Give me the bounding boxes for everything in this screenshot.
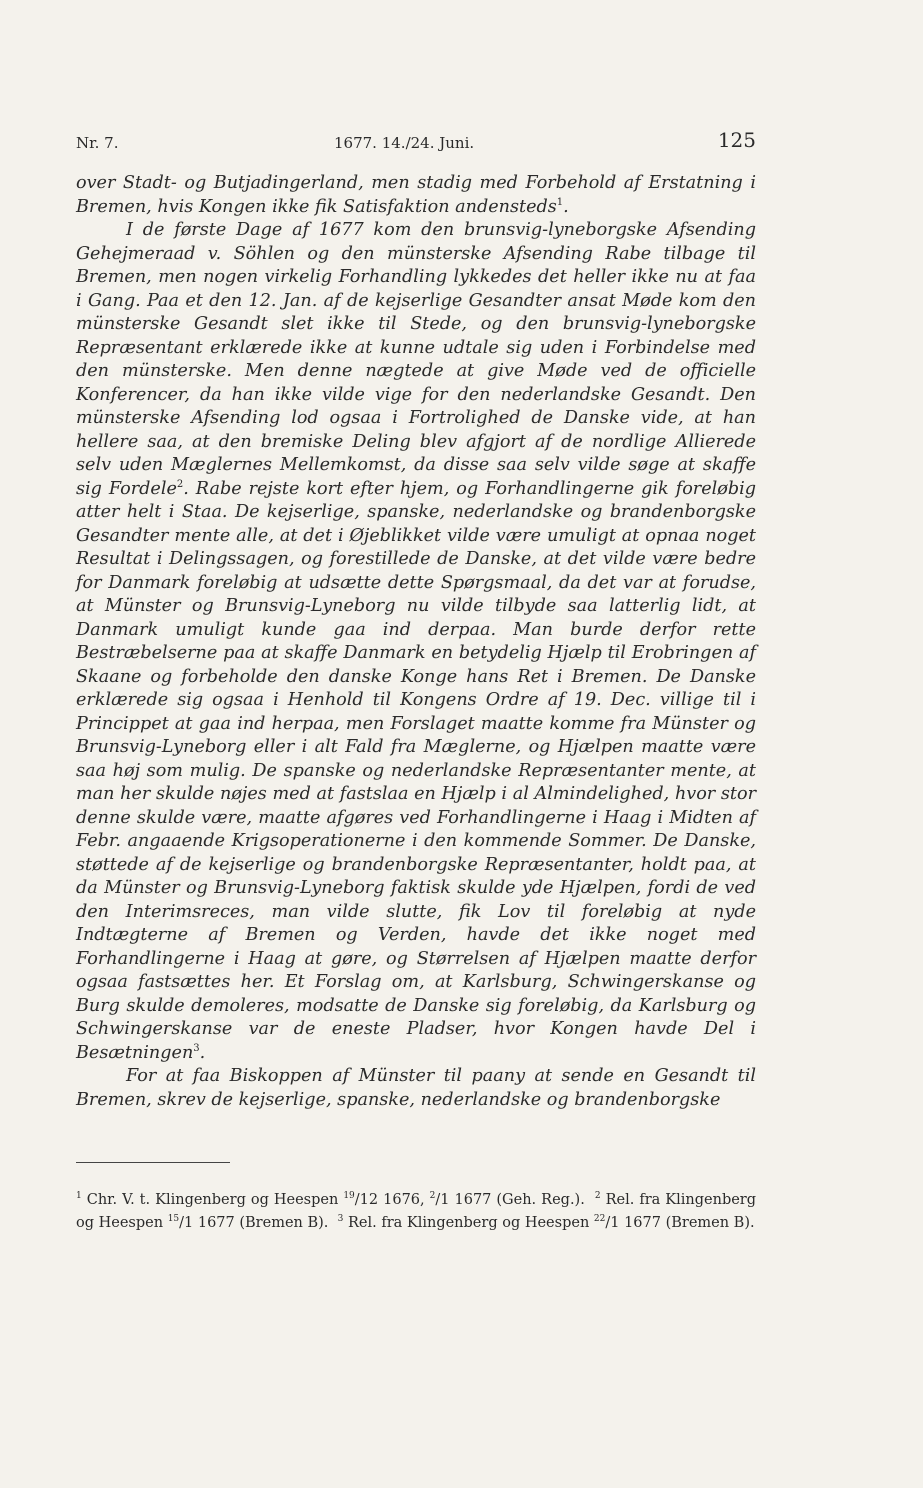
header-date: 1677. 14./24. Juni. [334, 134, 475, 152]
paragraph-2: I de første Dage af 1677 kom den brunsvig-lyneborgske Afsending Gehejmeraad v. Söhlen og den münsterske Afsending Rabe tilbage til Bremen, men nogen virkelig Forhandling lykkedes det heller ikke nu at faa i Gang. Paa et den 12. Jan. af de kejserlige Gesandter ansat Møde kom den münsterske Gesandt slet ikke til Stede, og den brunsvig-lyneborgske Repræsentant erklærede ikke at kunne udtale sig uden i Forbindelse med den münsterske. Men denne nægtede at give Møde ved de officielle Konferencer, da han ikke vilde vige for den nederlandske Gesandt. Den münsterske Afsending lod ogsaa i Fortrolighed de Danske vide, at han hellere saa, at den bremiske Deling blev afgjort af de nordlige Allierede selv uden Mæglernes Mellemkomst, da disse saa selv vilde søge at skaffe sig Fordele$^2$. Rabe rejste kort efter hjem, og Forhandlingerne gik foreløbig atter helt i Staa. De kejserlige, spanske, nederlandske og brandenborgske Gesandter mente alle, at det i Øjeblikket vilde være umuligt at opnaa noget Resultat i Delingssagen, og forestillede de Danske, at det vilde være bedre for Danmark foreløbig at udsætte dette Spørgsmaal, da det var at forudse, at Münster og Brunsvig-Lyneborg nu vilde tilbyde saa latterlig lidt, at Danmark umuligt kunde gaa ind derpaa. Man burde derfor rette Bestræbelserne paa at skaffe Danmark en betydelig Hjælp til Erobringen af Skaane og forbeholde den danske Konge hans Ret i Bremen. De Danske erklærede sig ogsaa i Henhold til Kongens Ordre af 19. Dec. villige til i Princippet at gaa ind herpaa, men Forslaget maatte komme fra Münster og Brunsvig-Lyneborg eller i alt Fald fra Mæglerne, og Hjælpen maatte være saa høj som mulig. De spanske og nederlandske Repræsentanter mente, at man her skulde nøjes med at fastslaa en Hjælp i al Almindelighed, hvor stor denne skulde være, maatte afgøres ved Forhandlingerne i Haag i Midten af Febr. angaaende Krigsoperationerne i den kommende Sommer. De Danske, støttede af de kejserlige og brandenborgske Repræsentanter, holdt paa, at da Münster og Brunsvig-Lyneborg faktisk skulde yde Hjælpen, fordi de ved den Interimsreces, man vilde slutte, fik Lov til foreløbig at nyde Indtægterne af Bremen og Verden, havde det ikke noget med Forhandlingerne i Haag at gøre, og Størrelsen af Hjælpen maatte derfor ogsaa fastsættes her. Et Forslag om, at Karlsburg, Schwingerskanse og Burg skulde demoleres, modsatte de Danske sig foreløbig, da Karlsburg og Schwingerskanse var de eneste Pladser, hvor Kongen havde Del i Besætningen$^3$. [76, 220, 756, 1063]
footnote-ref-3: 3 [193, 1042, 200, 1054]
paragraph-1: over Stadt- og Butjadingerland, men stadig med Forbehold af Erstatning i Bremen, hvis Kongen ikke fik Satisfaktion andensteds$^1$. [76, 173, 756, 217]
footnote-3: $^3$ Rel. fra Klingenberg og Heespen $^{22}$/1 1677 (Bremen B). [337, 1214, 755, 1231]
running-header [76, 128, 756, 158]
footnote-divider [76, 1162, 230, 1163]
page-number: 125 [717, 128, 756, 152]
issue-number: Nr. 7. [76, 134, 119, 152]
main-text [76, 172, 756, 1112]
paragraph-3: For at faa Biskoppen af Münster til paany at sende en Gesandt til Bremen, skrev de kejserlige, spanske, nederlandske og brandenborgske [76, 1066, 756, 1110]
footnote-2: $^2$ Rel. fra Klingenberg og Heespen $^{15}$/1 1677 (Bremen B). [76, 1191, 757, 1231]
footnote-1: $^1$ Chr. V. t. Klingenberg og Heespen $^{19}$/12 1676, $^2$/1 1677 (Geh. Reg.). [76, 1191, 585, 1208]
footnote-ref-2: 2 [176, 478, 184, 490]
footnote-ref-1: 1 [556, 196, 564, 208]
footnotes [76, 1189, 756, 1235]
